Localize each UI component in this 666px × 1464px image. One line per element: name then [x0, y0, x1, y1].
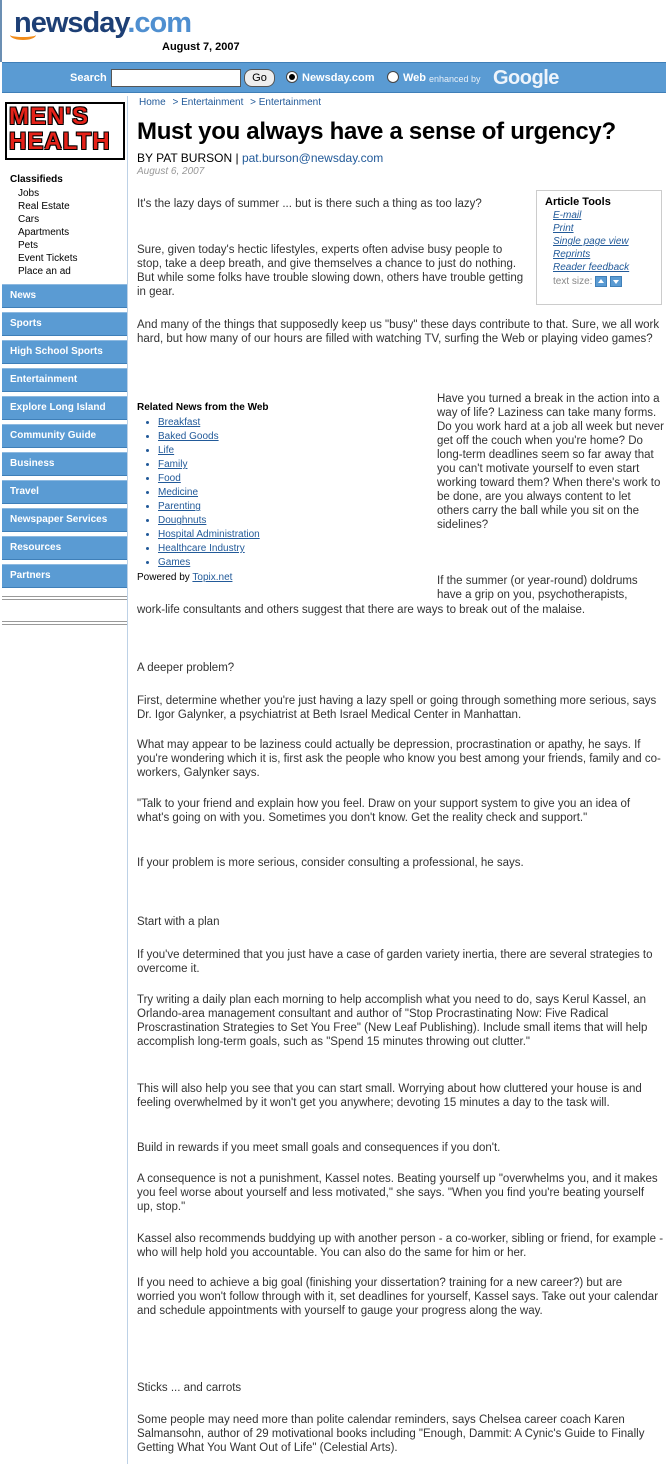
article-paragraph: Build in rewards if you meet small goals and consequences if you don't. [137, 1142, 501, 1154]
article-paragraph: Kassel also recommends buddying up with another person - a co-worker, sibling or friend, for example - who will help hold you accountable. You can also do the same for him or her. [137, 1233, 664, 1259]
nav-item-business[interactable]: Business [2, 452, 127, 476]
article-tools [536, 190, 662, 305]
related-link-doughnuts[interactable]: • Doughnuts [158, 514, 427, 528]
nav-item-explore-long-island[interactable]: Explore Long Island [2, 396, 127, 420]
sidebar-divider [2, 621, 127, 625]
article-paragraph: work-life consultants and others suggest that there are ways to break out of the malaise. [137, 604, 586, 616]
byline [137, 151, 383, 165]
search-input[interactable] [111, 69, 241, 87]
google-logo: Google [493, 67, 559, 89]
section-heading: Sticks ... and carrots [137, 1382, 242, 1394]
related-news-title: Related News from the Web [137, 402, 269, 413]
tool-single-page-link[interactable]: Single page view [553, 236, 629, 247]
classified-link-jobs[interactable]: Jobs [18, 188, 40, 199]
breadcrumb-home[interactable]: Home [139, 97, 166, 108]
go-button[interactable]: Go [244, 69, 275, 87]
nav-item-sports[interactable]: Sports [2, 312, 127, 336]
mens-health-logo[interactable]: MEN'S HEALTH [5, 102, 125, 160]
article-paragraph: Try writing a daily plan each morning to help accomplish what you need to do, says Kerul Kassel, an Orlando-area management consultant and author of "Stop Procrastinating Now: Five Radical Proscrastination Strategies to Set You Free" (New Leaf Publishing). Include small items that will help accomplish long-term goals, such as "Spend 15 minutes throwing out clutter." [137, 994, 648, 1048]
radio-newsday-label: Newsday.com [302, 72, 375, 84]
article-paragraph: If you need to achieve a big goal (finishing your dissertation? training for a new career?) but are worried you won't follow through with it, set deadlines for yourself, Kassel says. Take out your calendar and schedule appointments with yourself to gauge your progress along the way. [137, 1277, 659, 1317]
article-paragraph: Have you turned a break in the action into a way of life? Laziness can take many forms. Do you work hard at a job all week but never get off the couch when you're home? Do long-term deadlines seem so far away that you can't motivate yourself to even start working toward them? When there's work to be done, are you always content to let others carry the ball while you sit on the sidelines? [437, 393, 664, 531]
classified-link-real-estate[interactable]: Real Estate [18, 201, 70, 212]
classifieds-list [18, 187, 77, 278]
related-link-family[interactable]: • Family [158, 458, 427, 472]
related-link-games[interactable]: • Games [158, 556, 427, 570]
article-paragraph: If the summer (or year-round) doldrums have a grip on you, psychotherapists, [437, 575, 638, 601]
article-paragraph: Sure, given today's hectic lifestyles, experts often advise busy people to stop, take a deep breath, and give themselves a chance to just do nothing. But while some folks have trouble slowing down, others have trouble getting in gear. [137, 244, 524, 298]
tool-print-link[interactable]: Print [553, 223, 574, 234]
article-paragraph: It's the lazy days of summer ... but is there such a thing as too lazy? [137, 198, 482, 210]
article-tools-title: Article Tools [545, 196, 611, 208]
related-news [137, 402, 427, 583]
article-paragraph: A consequence is not a punishment, Kassel notes. Beating yourself up "overwhelms you, and it makes you feel worse about yourself and less motivated," she says. "When you find you're beating yourself up, stop." [137, 1173, 658, 1213]
related-link-hospital-administration[interactable]: • Hospital Administration [158, 528, 427, 542]
section-heading: A deeper problem? [137, 662, 235, 674]
related-link-parenting[interactable]: • Parenting [158, 500, 427, 514]
related-link-healthcare-industry[interactable]: • Healthcare Industry [158, 542, 427, 556]
search-label: Search [70, 72, 107, 84]
tool-reprints-link[interactable]: Reprints [553, 249, 591, 260]
article-paragraph: What may appear to be laziness could actually be depression, procrastination or apathy, he says. If you're wondering which it is, first ask the people who know you best among your friends, family and co-workers, Galynker says. [137, 739, 661, 779]
publication-date: August 6, 2007 [137, 166, 205, 177]
breadcrumb [139, 97, 325, 108]
article-paragraph: First, determine whether you're just having a lazy spell or going through something more serious, says Dr. Igor Galynker, a psychiatrist at Beth Israel Medical Center in Manhattan. [137, 695, 657, 721]
newsday-logo[interactable]: newsday.com [14, 6, 191, 40]
current-date: August 7, 2007 [162, 41, 240, 53]
nav-item-newspaper-services[interactable]: Newspaper Services [2, 508, 127, 532]
nav-item-community-guide[interactable]: Community Guide [2, 424, 127, 448]
classified-link-event-tickets[interactable]: Event Tickets [18, 253, 78, 264]
sidebar-divider [2, 596, 127, 600]
nav-item-high-school-sports[interactable]: High School Sports [2, 340, 127, 364]
topix-link[interactable]: Topix.net [192, 572, 233, 583]
classified-link-cars[interactable]: Cars [18, 214, 40, 225]
powered-by: Powered by Topix.net [137, 572, 233, 583]
article-paragraph: "Talk to your friend and explain how you feel. Draw on your support system to give you an idea of what's going on with you. Sometimes you don't know. Get the reality check and support." [137, 798, 631, 824]
tool-feedback-link[interactable]: Reader feedback [553, 262, 630, 273]
article-paragraph: If you've determined that you just have a case of garden variety inertia, there are several strategies to overcome it. [137, 949, 653, 975]
related-link-food[interactable]: • Food [158, 472, 427, 486]
nav-item-news[interactable]: News [2, 284, 127, 308]
text-size-down-icon[interactable] [610, 276, 622, 287]
enhanced-by-label: enhanced by [429, 74, 481, 84]
text-size-control [545, 276, 653, 287]
tool-email-link[interactable]: E-mail [553, 210, 582, 221]
radio-web-label: Web [403, 72, 427, 84]
nav-item-partners[interactable]: Partners [2, 564, 127, 588]
article-paragraph: And many of the things that supposedly keep us "busy" these days contribute to that. Sure, we all work hard, but how many of our hours are filled with watching TV, surfing the Web or playing video games? [137, 319, 660, 345]
text-size-up-icon[interactable] [595, 276, 607, 287]
article-title: Must you always have a sense of urgency? [137, 118, 616, 145]
search-bar [2, 62, 666, 93]
breadcrumb-entertainment[interactable]: > Entertainment [172, 97, 244, 108]
article-paragraph: This will also help you see that you can start small. Worrying about how cluttered your house is and feeling overwhelmed by it won't get you anywhere; devoting 15 minutes a day to the task will. [137, 1083, 642, 1109]
nav-item-resources[interactable]: Resources [2, 536, 127, 560]
related-link-breakfast[interactable]: • Breakfast [158, 416, 427, 430]
breadcrumb-entertainment-2[interactable]: > Entertainment [250, 97, 321, 108]
logo-swoosh-icon [10, 30, 36, 40]
classified-link-apartments[interactable]: Apartments [18, 227, 70, 238]
radio-web[interactable] [387, 71, 399, 83]
article-paragraph: Some people may need more than polite calendar reminders, says Chelsea career coach Karen Salmansohn, author of 29 motivational books including "Enough, Dammit: A Cynic's Guide to Finally Getting What You Want Out of Life" (Celestial Arts). [137, 1414, 645, 1454]
site-header [0, 0, 666, 62]
radio-newsday[interactable] [286, 71, 298, 83]
nav-item-travel[interactable]: Travel [2, 480, 127, 504]
author-email-link[interactable]: pat.burson@newsday.com [241, 151, 384, 165]
classified-link-pets[interactable]: Pets [18, 240, 39, 251]
related-link-life[interactable]: • Life [158, 444, 427, 458]
section-nav [2, 284, 127, 592]
text-size-label: text size: [553, 276, 593, 288]
classified-link-place-ad[interactable]: Place an ad [18, 266, 71, 277]
left-sidebar [2, 96, 128, 1464]
classifieds-title: Classifieds [10, 174, 63, 185]
related-link-baked-goods[interactable]: • Baked Goods [158, 430, 427, 444]
section-heading: Start with a plan [137, 916, 220, 928]
article-paragraph: If your problem is more serious, consider consulting a professional, he says. [137, 857, 524, 869]
byline-author: BY PAT BURSON | [137, 151, 239, 165]
related-link-medicine[interactable]: • Medicine [158, 486, 427, 500]
nav-item-entertainment[interactable]: Entertainment [2, 368, 127, 392]
